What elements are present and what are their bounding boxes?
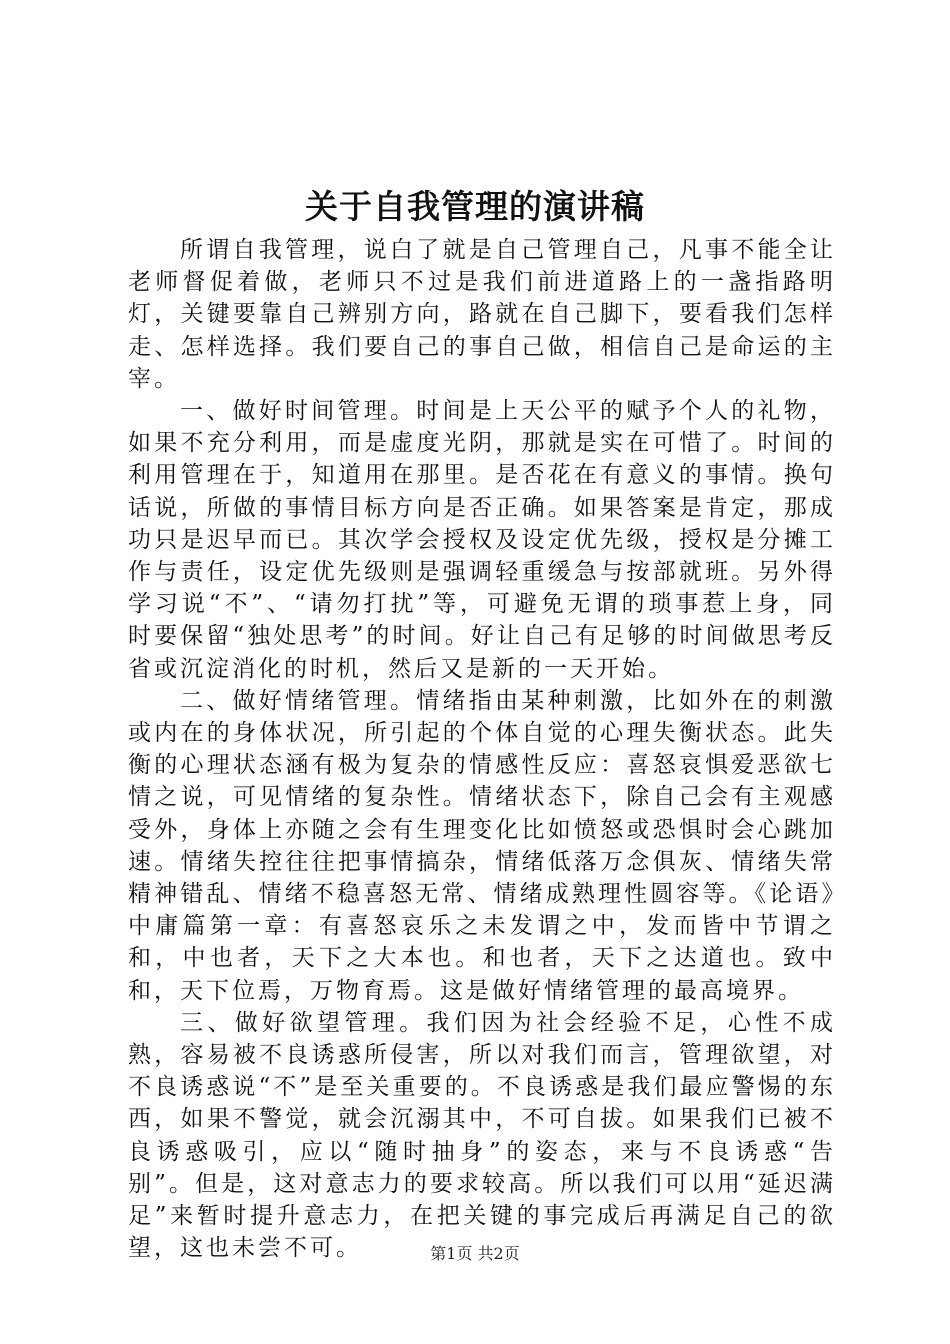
paragraph-time-management: 一、做好时间管理。时间是上天公平的赋予个人的礼物，如果不充分利用，而是虚度光阴，那就是实在可惜了。时间的利用管理在于，知道用在那里。是否花在有意义的事情。换句话说，所做的事情目标方向是否正确。如果答案是肯定，那成功只是迟早而已。其次学会授权及设定优先级，授权是分摊工作与责任，设定优先级则是强调轻重缓急与按部就班。另外得学习说“不”、“请勿打扰”等，可避免无谓的琐事惹上身，同时要保留“独处思考”的时间。好让自己有足够的时间做思考反省或沉淀消化的时机，然后又是新的一天开始。 <box>128 398 836 682</box>
document-body <box>128 234 836 1265</box>
document-title: 关于自我管理的演讲稿 <box>305 187 645 226</box>
page-footer: 第1页 共2页 <box>430 1244 520 1263</box>
paragraph-desire-management: 三、做好欲望管理。我们因为社会经验不足，心性不成熟，容易被不良诱惑所侵害，所以对我们而言，管理欲望，对不良诱惑说“不”是至关重要的。不良诱惑是我们最应警惕的东西，如果不警觉，就会沉溺其中，不可自拔。如果我们已被不良诱惑吸引，应以“随时抽身”的姿态，来与不良诱惑“告别”。但是，这对意志力的要求较高。所以我们可以用“延迟满足”来暂时提升意志力，在把关键的事完成后再满足自己的欲望，这也未尝不可。 <box>128 1009 836 1262</box>
paragraph-emotion-management: 二、做好情绪管理。情绪指由某种刺激，比如外在的刺激或内在的身体状况，所引起的个体自觉的心理失衡状态。此失衡的心理状态涵有极为复杂的情感性反应：喜怒哀惧爱恶欲七情之说，可见情绪的复杂性。情绪状态下，除自己会有主观感受外，身体上亦随之会有生理变化比如愤怒或恐惧时会心跳加速。情绪失控往往把事情搞杂，情绪低落万念俱灰、情绪失常精神错乱、情绪不稳喜怒无常、情绪成熟理性圆容等。《论语》中庸篇第一章：有喜怒哀乐之未发谓之中，发而皆中节谓之和，中也者，天下之大本也。和也者，天下之达道也。致中和，天下位焉，万物育焉。这是做好情绪管理的最高境界。 <box>128 687 836 1004</box>
paragraph-intro: 所谓自我管理，说白了就是自己管理自己，凡事不能全让老师督促着做，老师只不过是我们前进道路上的一盏指路明灯，关键要靠自己辨别方向，路就在自己脚下，要看我们怎样走、怎样选择。我们要自己的事自己做，相信自己是命运的主宰。 <box>128 237 836 392</box>
